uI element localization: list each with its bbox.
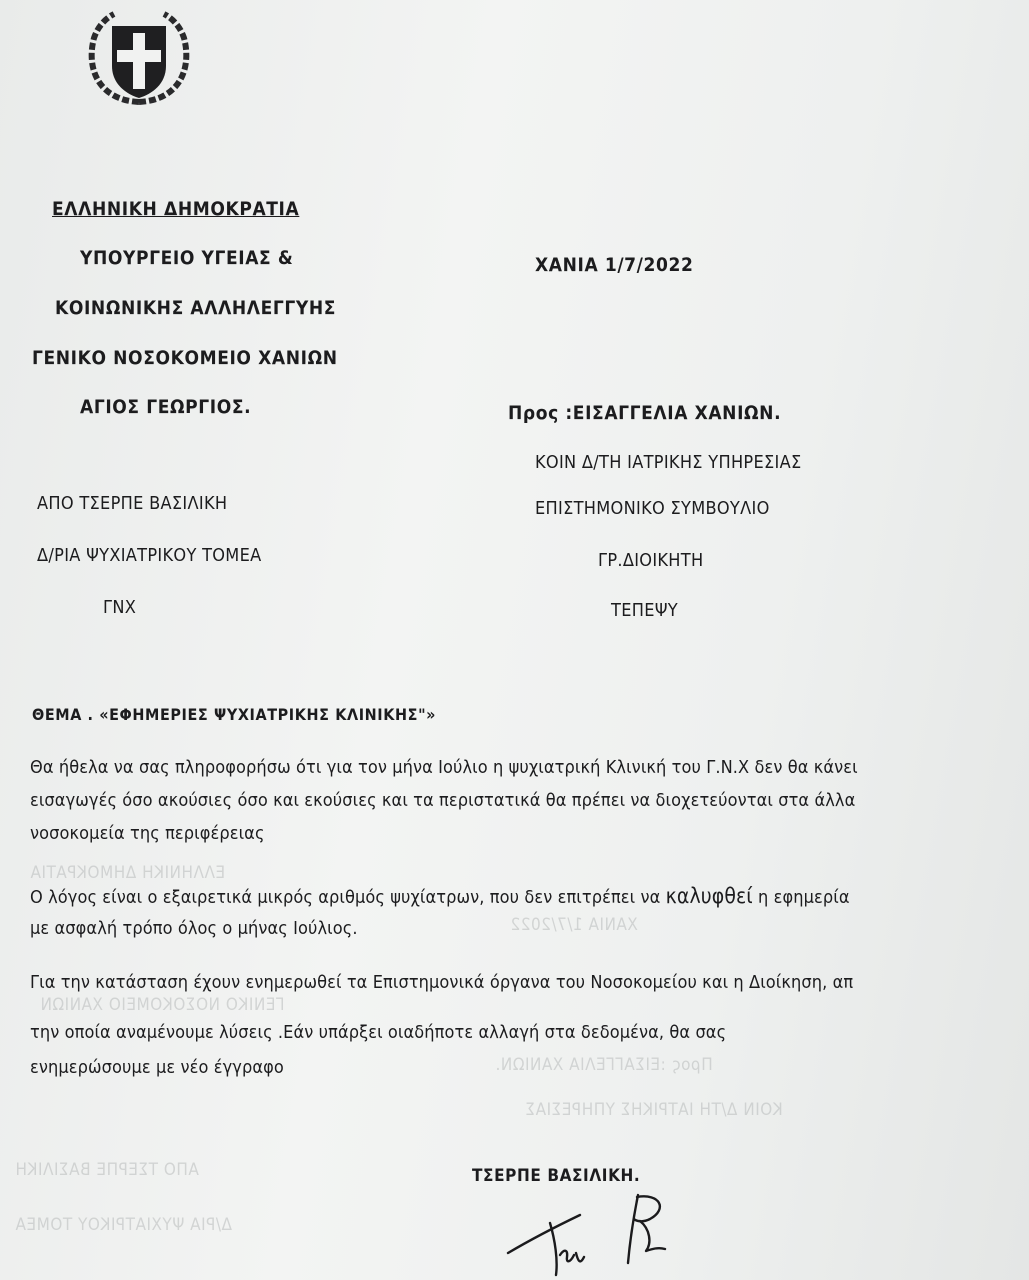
paragraph2-line2: με ασφαλή τρόπο όλος ο μήνας Ιούλιος. — [30, 918, 358, 939]
sender-name: ΑΠΟ ΤΣΕΡΠΕ ΒΑΣΙΛΙΚΗ — [37, 493, 228, 514]
header-republic: ΕΛΛΗΝΙΚΗ ΔΗΜΟΚΡΑΤΙΑ — [52, 198, 300, 220]
header-ministry-line2: ΚΟΙΝΩΝΙΚΗΣ ΑΛΛΗΛΕΓΓΥΗΣ — [55, 297, 337, 319]
paragraph1-line1: Θα ήθελα να σας πληροφορήσω ότι για τον μήνα Ιούλιο η ψυχιατρική Κλινική του Γ.Ν.Χ δεν θα κάνει — [30, 757, 858, 778]
bleed-through-text: ΑΠΟ ΤΣΕΡΠΕ ΒΑΣΙΛΙΚΗ — [15, 1160, 199, 1180]
recipient-cc-administrator-office: ΓΡ.ΔΙΟΙΚΗΤΗ — [598, 550, 704, 571]
recipient-to: Προς :ΕΙΣΑΓΓΕΛΙΑ ΧΑΝΙΩΝ. — [508, 402, 782, 424]
hellenic-republic-seal — [80, 8, 198, 108]
bleed-through-text: Προς :ΕΙΣΑΓΓΕΛΙΑ ΧΑΝΙΩΝ. — [495, 1055, 713, 1075]
bleed-through-text: ΚΟΙΝ Δ/ΤΗ ΙΑΤΡΙΚΗΣ ΥΠΗΡΕΣΙΑΣ — [525, 1100, 783, 1120]
bleed-through-text: ΧΑΝΙΑ 1/7/2022 — [510, 915, 638, 935]
paragraph2-line1 — [30, 884, 850, 908]
document-date: ΧΑΝΙΑ 1/7/2022 — [535, 254, 694, 276]
paragraph3-line3: ενημερώσουμε με νέο έγγραφο — [30, 1057, 284, 1078]
signoff-name: ΤΣΕΡΠΕ ΒΑΣΙΛΙΚΗ. — [472, 1166, 641, 1186]
header-ministry-line1: ΥΠΟΥΡΓΕΙΟ ΥΓΕΙΑΣ & — [80, 247, 294, 269]
recipient-cc-scientific-council: ΕΠΙΣΤΗΜΟΝΙΚΟ ΣΥΜΒΟΥΛΙΟ — [535, 498, 770, 519]
paragraph1-line2: εισαγωγές όσο ακούσιες όσο και εκούσιες και τα περιστατικά θα πρέπει να διοχετεύονται στα άλλα — [30, 790, 856, 811]
bleed-through-text: ΕΛΛΗΝΙΚΗ ΔΗΜΟΚΡΑΤΙΑ — [30, 863, 226, 883]
paragraph2-line1-start: Ο λόγος είναι ο εξαιρετικά μικρός αριθμός ψυχίατρων, που δεν επιτρέπει να — [30, 887, 661, 908]
paragraph2-emphasis: καλυφθεί — [665, 884, 753, 908]
recipient-cc-medical-director: ΚΟΙΝ Δ/ΤΗ ΙΑΤΡΙΚΗΣ ΥΠΗΡΕΣΙΑΣ — [535, 452, 802, 473]
sender-title: Δ/ΡΙΑ ΨΥΧΙΑΤΡΙΚΟΥ ΤΟΜΕΑ — [37, 545, 262, 566]
paragraph3-line2: την οποία αναμένουμε λύσεις .Εάν υπάρξει οιαδήποτε αλλαγή στα δεδομένα, θα σας — [30, 1022, 727, 1043]
subject-line: ΘΕΜΑ . «ΕΦΗΜΕΡΙΕΣ ΨΥΧΙΑΤΡΙΚΗΣ ΚΛΙΝΙΚΗΣ"» — [32, 705, 437, 724]
paragraph1-line3: νοσοκομεία της περιφέρειας — [30, 823, 265, 844]
recipient-cc-tepepsy: ΤΕΠΕΨΥ — [611, 600, 678, 621]
handwritten-signature — [500, 1185, 680, 1280]
bleed-through-text: Δ/ΡΙΑ ΨΥΧΙΑΤΡΙΚΟΥ ΤΟΜΕΑ — [15, 1215, 232, 1235]
paragraph3-line1: Για την κατάσταση έχουν ενημερωθεί τα Επιστημονικά όργανα του Νοσοκομείου και η Διοίκηση, απ — [30, 972, 854, 993]
bleed-through-text: ΓΕΝΙΚΟ ΝΟΣΟΚΟΜΕΙΟ ΧΑΝΙΩΝ — [40, 995, 285, 1015]
paragraph2-line1-end: η εφημερία — [758, 887, 850, 908]
header-hospital: ΓΕΝΙΚΟ ΝΟΣΟΚΟΜΕΙΟ ΧΑΝΙΩΝ — [32, 347, 338, 369]
header-hospital-name: ΑΓΙΟΣ ΓΕΩΡΓΙΟΣ. — [80, 396, 252, 418]
sender-org: ΓΝΧ — [103, 597, 137, 618]
